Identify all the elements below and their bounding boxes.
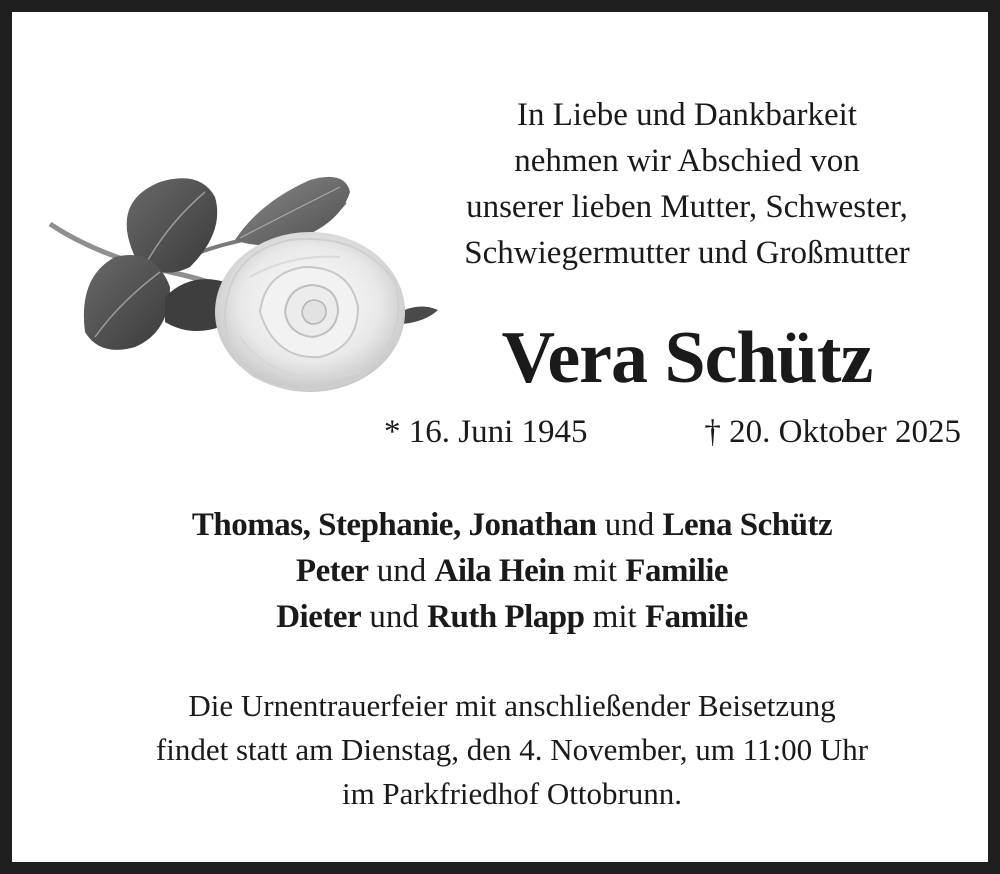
- mourner-row: [12, 548, 1000, 594]
- ceremony-line: Die Urnentrauerfeier mit anschließender Beisetzung: [188, 688, 836, 723]
- intro-text: [407, 92, 967, 276]
- deceased-name: Vera Schütz: [501, 317, 873, 399]
- birth-date: * 16. Juni 1945: [384, 414, 588, 450]
- mourner-name: Dieter: [276, 599, 362, 635]
- mourner-name: Lena Schütz: [662, 507, 833, 543]
- intro-line: unserer lieben Mutter, Schwester,: [466, 189, 908, 225]
- mourner-connector: und: [596, 507, 663, 543]
- mourner-connector: mit: [564, 553, 626, 589]
- ceremony-info: [12, 684, 1000, 816]
- mourner-connector: und: [368, 553, 435, 589]
- mourner-row: [12, 502, 1000, 548]
- mourners-list: [12, 502, 1000, 640]
- ceremony-line: im Parkfriedhof Ottobrunn.: [341, 776, 683, 811]
- intro-line: nehmen wir Abschied von: [514, 143, 860, 179]
- mourner-connector: mit: [584, 599, 645, 635]
- mourner-name: Aila Hein: [434, 553, 565, 589]
- mourner-row: [12, 594, 1000, 640]
- mourner-name: Familie: [644, 599, 748, 635]
- mourner-connector: und: [361, 599, 428, 635]
- intro-line: In Liebe und Dankbarkeit: [517, 97, 857, 133]
- ceremony-line: findet statt am Dienstag, den 4. November, um 11:00 Uhr: [155, 732, 869, 767]
- intro-line: Schwiegermutter und Großmutter: [464, 235, 910, 271]
- mourner-name: Ruth Plapp: [427, 599, 585, 635]
- mourner-name: Thomas, Stephanie, Jonathan: [191, 507, 597, 543]
- mourner-name: Peter: [295, 553, 369, 589]
- rose-image: [40, 162, 450, 412]
- mourner-name: Familie: [625, 553, 729, 589]
- death-date: † 20. Oktober 2025: [704, 414, 961, 450]
